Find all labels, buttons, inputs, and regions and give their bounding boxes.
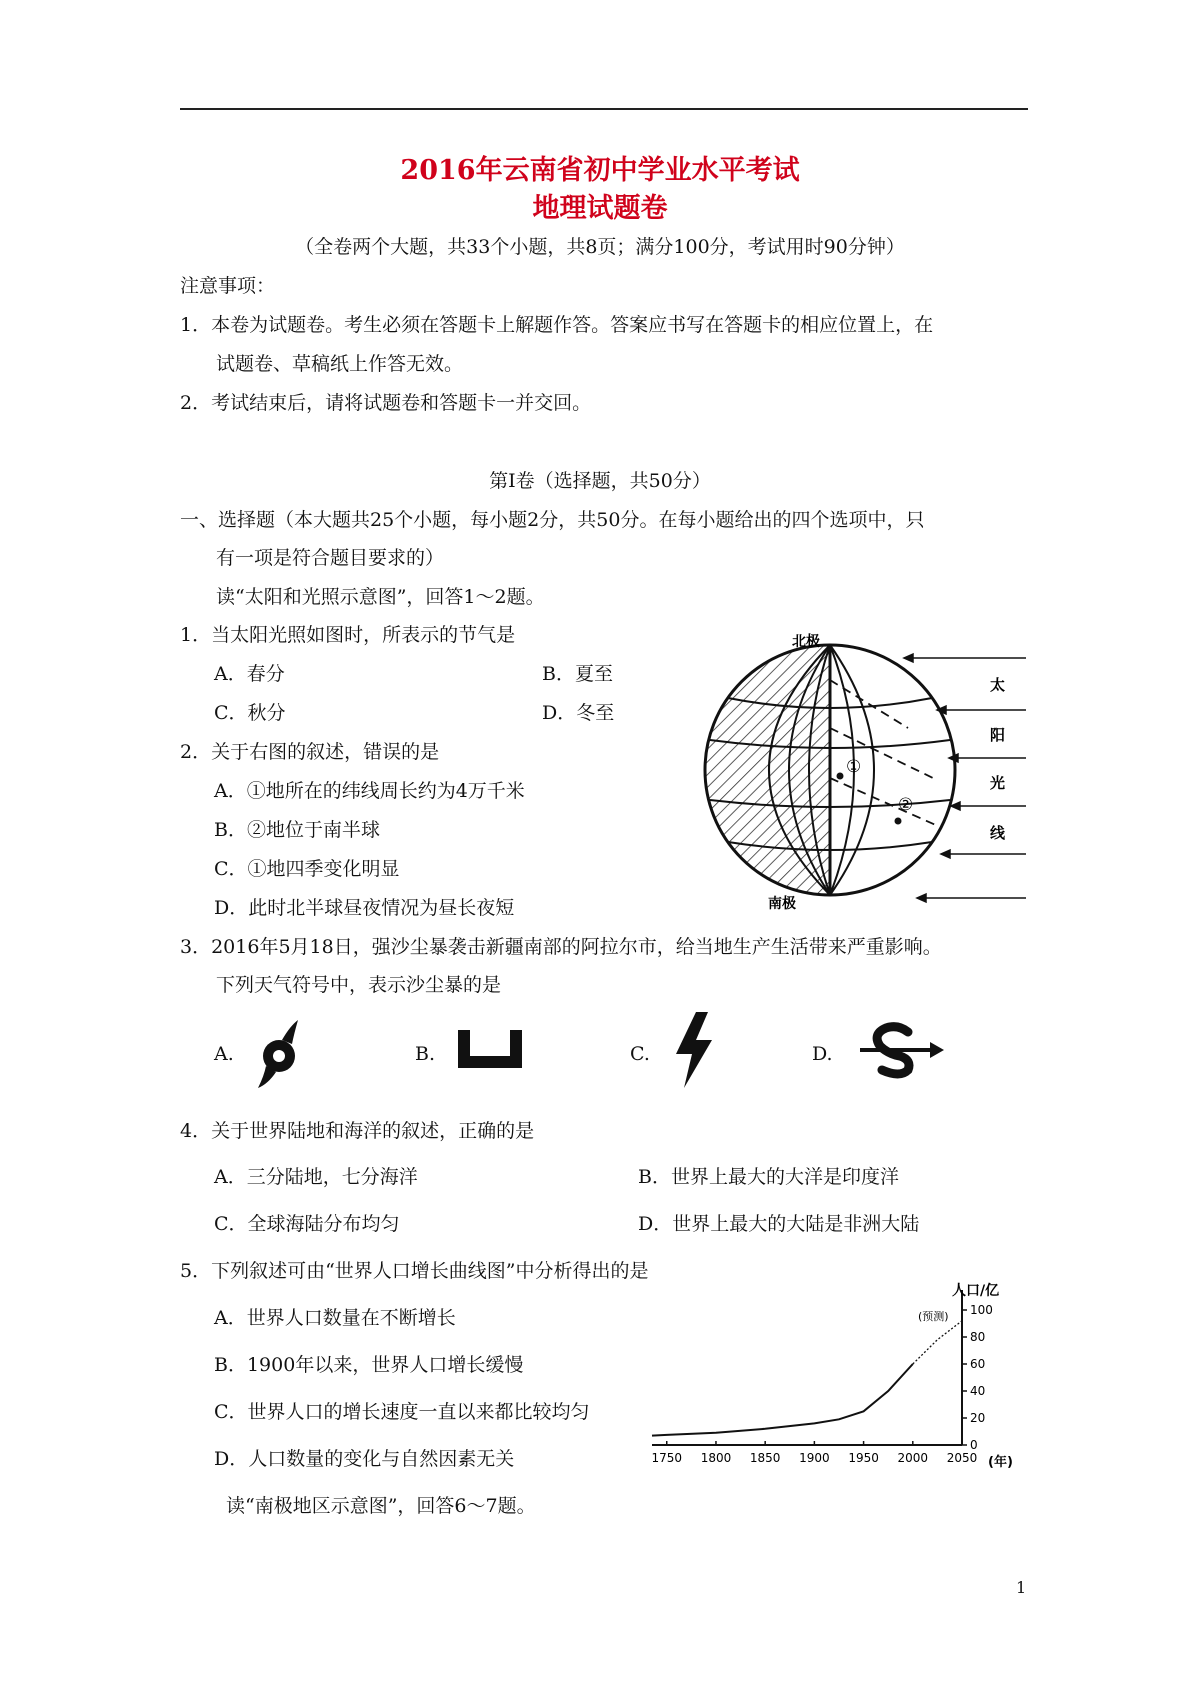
q3-option-c: C. — [630, 1043, 650, 1065]
forecast-annotation: (预测) — [918, 1310, 949, 1323]
south-pole-label: 南极 — [768, 896, 796, 912]
q3-stem: 3．2016年5月18日，强沙尘暴袭击新疆南部的阿拉尔市，给当地生产生活带来严重影响。 — [180, 936, 942, 958]
thunderstorm-symbol-icon — [670, 1010, 718, 1090]
exam-info: （全卷两个大题，共33个小题，共8页；满分100分，考试用时90分钟） — [295, 236, 905, 258]
q4-option-c: C．全球海陆分布均匀 — [214, 1213, 400, 1235]
y-axis-label: 人口/亿 — [952, 1283, 1000, 1299]
q2-option-d: D．此时北半球昼夜情况为昼长夜短 — [214, 897, 515, 919]
q1-option-c: C．秋分 — [214, 702, 286, 724]
x-tick-label: 1850 — [749, 1451, 781, 1465]
sun-label-char-3: 光 — [990, 774, 1006, 792]
notes-heading: 注意事项： — [180, 275, 276, 297]
q4-option-b: B．世界上最大的大洋是印度洋 — [638, 1166, 899, 1188]
population-growth-chart — [640, 1280, 1030, 1470]
x-tick-label: 2050 — [946, 1451, 978, 1465]
frost-symbol-icon — [454, 1026, 526, 1070]
point-1-marker — [837, 773, 844, 780]
q3-option-a: A. — [214, 1043, 234, 1065]
q4-option-d: D．世界上最大的大陆是非洲大陆 — [638, 1213, 920, 1235]
q1-option-a: A．春分 — [214, 663, 285, 685]
note-2: 2．考试结束后，请将试题卷和答题卡一并交回。 — [180, 392, 592, 414]
note-1-cont: 试题卷、草稿纸上作答无效。 — [216, 353, 464, 375]
section-heading: 第Ⅰ卷（选择题，共50分） — [489, 470, 711, 492]
read-instruction-1: 读“太阳和光照示意图”，回答1～2题。 — [216, 586, 545, 608]
q5-stem: 5．下列叙述可由“世界人口增长曲线图”中分析得出的是 — [180, 1260, 649, 1282]
point-2-label: ② — [898, 795, 914, 815]
sun-label-char-2: 阳 — [990, 726, 1006, 744]
x-tick-label: 1900 — [799, 1451, 830, 1465]
sun-label-char-1: 太 — [990, 676, 1006, 694]
population-line — [652, 1364, 913, 1436]
x-tick-label: 2000 — [897, 1451, 929, 1465]
y-tick-label: 20 — [970, 1411, 986, 1425]
q2-option-b: B．②地位于南半球 — [214, 819, 380, 841]
q3-option-b: B. — [415, 1043, 436, 1065]
section-intro: 一、选择题（本大题共25个小题，每小题2分，共50分。在每小题给出的四个选项中，只 — [180, 509, 925, 531]
q1-option-b: B．夏至 — [542, 663, 613, 685]
q3-stem-cont: 下列天气符号中，表示沙尘暴的是 — [216, 974, 502, 996]
q2-option-c: C．①地四季变化明显 — [214, 858, 400, 880]
q5-option-c: C．世界人口的增长速度一直以来都比较均匀 — [214, 1401, 590, 1423]
y-tick-label: 80 — [970, 1330, 986, 1344]
sun-illumination-figure — [688, 628, 1028, 914]
sandstorm-symbol-icon — [858, 1022, 946, 1080]
x-tick-label: 1800 — [700, 1451, 732, 1465]
north-pole-label: 北极 — [792, 634, 820, 650]
top-rule — [180, 108, 1028, 110]
chart-axes — [652, 1290, 962, 1445]
sun-label-char-4: 线 — [990, 824, 1006, 842]
exam-title: 2016年云南省初中学业水平考试 — [400, 155, 800, 186]
q5-option-a: A．世界人口数量在不断增长 — [214, 1307, 456, 1329]
y-tick-label: 40 — [970, 1384, 986, 1398]
point-1-label: ① — [846, 757, 862, 777]
q1-option-d: D．冬至 — [542, 702, 615, 724]
section-intro-cont: 有一项是符合题目要求的） — [216, 547, 445, 569]
q3-option-d: D. — [812, 1043, 833, 1065]
y-tick-label: 60 — [970, 1357, 986, 1371]
y-tick-label: 100 — [970, 1303, 993, 1317]
y-axis-ticks — [962, 1303, 993, 1452]
x-tick-label: 1950 — [848, 1451, 879, 1465]
q2-stem: 2．关于右图的叙述，错误的是 — [180, 741, 440, 763]
typhoon-symbol-icon — [252, 1016, 306, 1090]
note-1: 1．本卷为试题卷。考生必须在答题卡上解题作答。答案应书写在答题卡的相应位置上，在 — [180, 314, 934, 336]
sun-rays — [904, 654, 1026, 902]
q2-option-a: A．①地所在的纬线周长约为4万千米 — [214, 780, 525, 802]
q4-option-a: A．三分陆地，七分海洋 — [214, 1166, 418, 1188]
chart-series — [652, 1321, 962, 1436]
read-instruction-2: 读“南极地区示意图”，回答6～7题。 — [226, 1495, 536, 1517]
page-number: 1 — [1016, 1578, 1027, 1597]
x-axis-label: (年) — [988, 1455, 1013, 1470]
q4-stem: 4．关于世界陆地和海洋的叙述，正确的是 — [180, 1120, 535, 1142]
x-tick-label: 1750 — [651, 1451, 683, 1465]
point-2-marker — [895, 818, 902, 825]
paper-title: 地理试题卷 — [532, 193, 668, 224]
q5-option-b: B．1900年以来，世界人口增长缓慢 — [214, 1354, 524, 1376]
forecast-line — [913, 1321, 962, 1364]
q5-option-d: D．人口数量的变化与自然因素无关 — [214, 1448, 515, 1470]
y-tick-label: 0 — [970, 1438, 978, 1452]
q1-stem: 1．当太阳光照如图时，所表示的节气是 — [180, 624, 516, 646]
